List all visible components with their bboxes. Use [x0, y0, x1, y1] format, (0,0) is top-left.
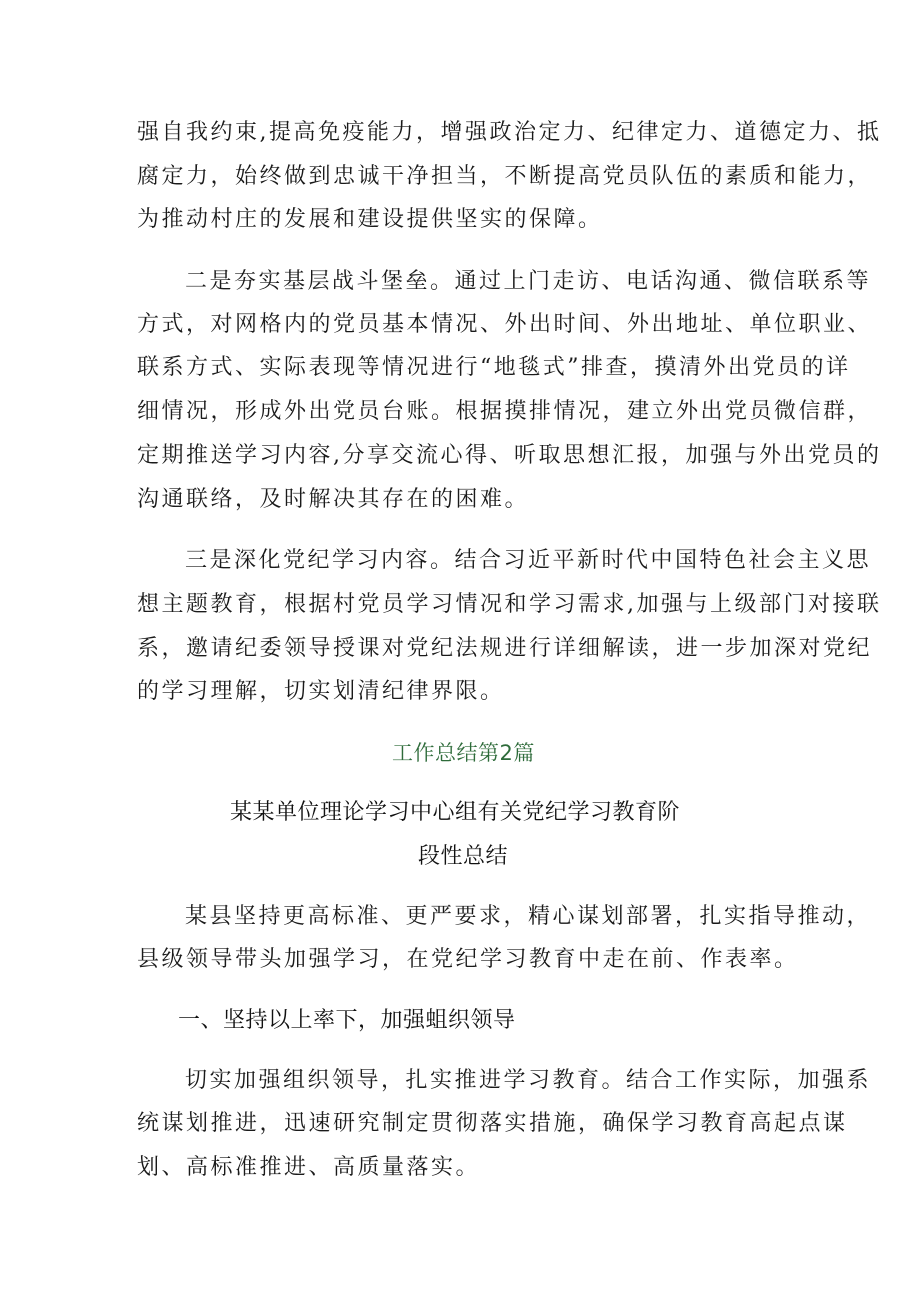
text-line: 想主题教育，根据村党员学习情况和学习需求,加强与上级部门对接联 — [137, 592, 882, 617]
text-line: 为推动村庄的发展和建设提供坚实的保障。 — [137, 207, 603, 232]
text-line: 定期推送学习内容,分享交流心得、听取思想汇报，加强与外出党员的 — [137, 443, 882, 468]
text-line: 系，邀请纪委领导授课对党纪法规进行详细解读，进一步加深对党纪 — [137, 636, 873, 661]
text-line: 县级领导带头加强学习，在党纪学习教育中走在前、作表率。 — [137, 947, 799, 972]
text-line: 联系方式、实际表现等情况进行“地毯式”排查，摸清外出党员的详 — [137, 355, 851, 380]
text-line: 方式，对网格内的党员基本情况、外出时间、外出地址、单位职业、 — [137, 312, 873, 337]
section-title: 工作总结第2篇 — [392, 741, 535, 765]
document-title-line-2: 段性总结 — [418, 844, 509, 869]
text-line: 三是深化党纪学习内容。结合习近平新时代中国特色社会主义思 — [185, 548, 872, 573]
text-line: 细情况，形成外出党员台账。根据摸排情况，建立外出党员微信群， — [137, 399, 873, 424]
text-line: 切实加强组织领导，扎实推进学习教育。结合工作实际，加强系 — [185, 1068, 872, 1093]
text-line: 强自我约束,提高免疫能力，增强政治定力、纪律定力、道德定力、抵 — [137, 120, 882, 145]
text-line: 某县坚持更高标准、更严要求，精心谋划部署，扎实指导推动， — [185, 904, 872, 929]
text-line: 统谋划推进，迅速研究制定贯彻落实措施，确保学习教育高起点谋 — [137, 1111, 848, 1136]
text-line: 沟通联络，及时解决其存在的困难。 — [137, 487, 530, 512]
heading-one: 一、坚持以上率下，加强蛆织领导 — [178, 1008, 516, 1033]
document-title-line-1: 某某单位理论学习中心组有关党纪学习教育阶 — [230, 800, 681, 825]
text-line: 的学习理解，切实划清纪律界限。 — [137, 679, 505, 704]
text-line: 划、高标准推进、高质量落实。 — [137, 1155, 481, 1180]
text-line: 腐定力，始终做到忠诚干净担当，不断提高党员队伍的素质和能力， — [137, 164, 873, 189]
text-line: 二是夯实基层战斗堡垒。通过上门走访、电话沟通、微信联系等 — [185, 269, 872, 294]
